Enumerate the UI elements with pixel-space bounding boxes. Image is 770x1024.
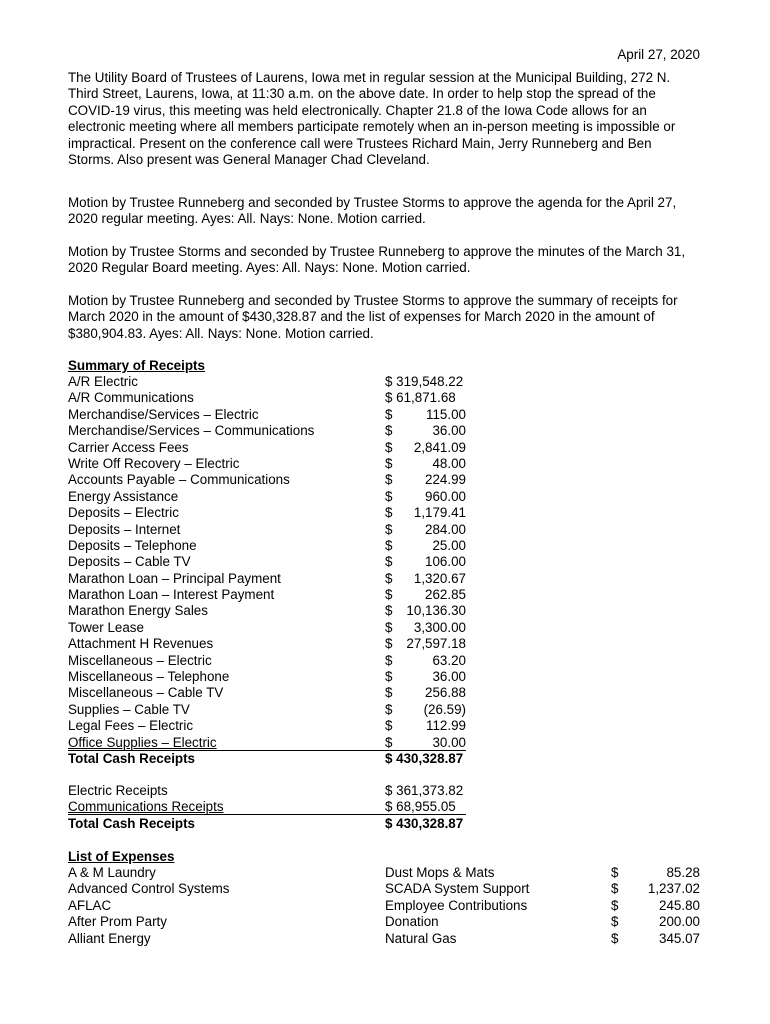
table-row — [68, 931, 700, 947]
receipt-amount: $ 61,871.68 — [385, 390, 456, 406]
dollar-sign: $ — [385, 472, 393, 488]
table-row — [68, 653, 700, 669]
receipt-amount: 224.99 — [425, 472, 466, 488]
receipts-total-row — [68, 751, 700, 767]
dollar-sign: $ — [385, 587, 393, 603]
receipt-label: Legal Fees – Electric — [68, 718, 194, 734]
expense-amount: 245.80 — [659, 897, 700, 913]
table-row — [68, 898, 700, 914]
table-row — [68, 685, 700, 701]
meeting-date: April 27, 2020 — [617, 47, 700, 62]
receipt-label: Merchandise/Services – Electric — [68, 406, 259, 422]
receipts-expenses-motion: Motion by Trustee Runneberg and seconded by Trustee Storms to approve the summary of receipts for March 2020 in the amount of $430,328.87 and the list of expenses for March 2020 in the amount of $380,904.83. Ayes: All. Nays: None. Motion carried. — [68, 293, 678, 341]
receipt-label: Marathon Loan – Principal Payment — [68, 570, 281, 586]
receipt-amount: 284.00 — [425, 521, 466, 537]
receipt-label: Attachment H Revenues — [68, 636, 214, 652]
receipt-amount: $ 319,548.22 — [385, 374, 464, 389]
receipt-label: Marathon Energy Sales — [68, 603, 208, 619]
receipt-label: Supplies – Cable TV — [68, 701, 190, 717]
table-row — [68, 735, 700, 751]
table-row — [68, 538, 700, 554]
receipt-amount: 1,320.67 — [413, 570, 466, 586]
dollar-sign: $ — [385, 439, 393, 455]
receipt-label: Tower Lease — [68, 619, 144, 635]
receipt-amount: 30.00 — [432, 734, 466, 750]
expense-amount: 1,237.02 — [647, 881, 700, 897]
dollar-sign: $ — [611, 914, 619, 930]
table-row — [68, 603, 700, 619]
expense-amount: 200.00 — [659, 914, 700, 930]
table-row — [68, 440, 700, 456]
dollar-sign: $ — [385, 603, 393, 619]
dollar-sign: $ — [385, 718, 393, 734]
receipt-label: Accounts Payable – Communications — [68, 472, 290, 488]
dollar-sign: $ — [385, 455, 393, 471]
table-row — [68, 489, 700, 505]
opening-paragraph: The Utility Board of Trustees of Laurens, Iowa met in regular session at the Municipal Building, 272 N. Third Street, Laurens, Iowa, at 11:30 a.m. on the above date. In order to help stop the spread of the COVID-19 virus, this meeting was held electronically. Chapter 21.8 of the Iowa Code allows for an electronic meeting where all members participate remotely when an in-person meeting is impossible or impractical. Present on the conference call were Trustees Richard Main, Jerry Runneberg and Ben Storms. Also present was General Manager Chad Cleveland. — [68, 70, 676, 168]
expense-vendor: A & M Laundry — [68, 865, 156, 880]
receipt-label: Miscellaneous – Electric — [68, 652, 212, 668]
table-row — [68, 571, 700, 587]
dollar-sign: $ — [385, 652, 393, 668]
table-row — [68, 554, 700, 570]
table-row — [68, 423, 700, 439]
table-row — [68, 669, 700, 685]
receipt-label: Deposits – Cable TV — [68, 554, 191, 570]
receipt-amount: 10,136.30 — [406, 603, 466, 619]
receipt-amount: 1,179.41 — [413, 505, 466, 521]
receipts-subtotals — [68, 783, 700, 832]
table-row — [68, 914, 700, 930]
table-row — [68, 390, 700, 406]
expense-description: Employee Contributions — [385, 897, 528, 913]
receipt-label: A/R Communications — [68, 390, 194, 406]
minutes-motion: Motion by Trustee Storms and seconded by Trustee Runneberg to approve the minutes of the March 31, 2020 Regular Board meeting. Ayes: All. Nays: None. Motion carried. — [68, 244, 686, 276]
dollar-sign: $ — [611, 865, 619, 880]
receipt-amount: 256.88 — [425, 685, 466, 701]
receipt-label: Miscellaneous – Cable TV — [68, 685, 224, 701]
dollar-sign: $ — [385, 488, 393, 504]
dollar-sign: $ — [385, 636, 393, 652]
expenses-heading: List of Expenses — [68, 849, 175, 864]
table-row — [68, 407, 700, 423]
receipt-label: Marathon Loan – Interest Payment — [68, 587, 275, 603]
table-row — [68, 881, 700, 897]
dollar-sign: $ — [385, 669, 393, 685]
receipt-amount: 106.00 — [425, 554, 466, 570]
receipt-amount: 48.00 — [432, 455, 466, 471]
receipt-amount: 25.00 — [432, 537, 466, 553]
table-row — [68, 522, 700, 538]
receipts-total-label: Total Cash Receipts — [68, 750, 195, 766]
receipt-amount: 36.00 — [432, 669, 466, 685]
table-row — [68, 702, 700, 718]
electric-receipts-row — [68, 783, 700, 799]
dollar-sign: $ — [385, 619, 393, 635]
table-row — [68, 865, 700, 881]
table-row — [68, 718, 700, 734]
receipt-label: Merchandise/Services – Communications — [68, 423, 315, 439]
receipt-amount: 115.00 — [426, 406, 466, 422]
receipt-label: A/R Electric — [68, 374, 138, 389]
dollar-sign: $ — [385, 521, 393, 537]
expense-amount: 85.28 — [666, 865, 700, 880]
receipts-total-amount: $ 430,328.87 — [385, 750, 464, 766]
table-row — [68, 620, 700, 636]
table-row — [68, 374, 700, 390]
receipt-amount: 63.20 — [432, 652, 466, 668]
receipt-label: Deposits – Electric — [68, 505, 179, 521]
receipt-label: Miscellaneous – Telephone — [68, 669, 230, 685]
table-row — [68, 636, 700, 652]
expense-vendor: Alliant Energy — [68, 930, 151, 946]
communications-receipts-label: Communications Receipts — [68, 799, 224, 815]
dollar-sign: $ — [385, 734, 393, 750]
table-row — [68, 456, 700, 472]
dollar-sign: $ — [385, 537, 393, 553]
expense-vendor: AFLAC — [68, 897, 112, 913]
subtotal-total-label: Total Cash Receipts — [68, 815, 195, 831]
expense-description: SCADA System Support — [385, 881, 530, 897]
electric-receipts-label: Electric Receipts — [68, 783, 168, 798]
expense-description: Natural Gas — [385, 930, 457, 946]
dollar-sign: $ — [385, 406, 393, 422]
expense-vendor: Advanced Control Systems — [68, 881, 230, 897]
dollar-sign: $ — [611, 897, 619, 913]
dollar-sign: $ — [611, 881, 619, 897]
table-row — [68, 587, 700, 603]
receipt-amount: 960.00 — [425, 488, 466, 504]
receipt-amount: 36.00 — [432, 423, 466, 439]
receipt-label: Deposits – Telephone — [68, 537, 197, 553]
dollar-sign: $ — [385, 685, 393, 701]
subtotal-total-row — [68, 816, 700, 832]
expense-vendor: After Prom Party — [68, 914, 167, 930]
table-row — [68, 505, 700, 521]
receipt-label: Office Supplies – Electric — [68, 734, 217, 750]
receipt-label: Deposits – Internet — [68, 521, 181, 537]
receipt-amount: 2,841.09 — [413, 439, 466, 455]
subtotal-total-amount: $ 430,328.87 — [385, 815, 464, 831]
receipt-amount: 262.85 — [425, 587, 466, 603]
dollar-sign: $ — [385, 423, 393, 439]
expense-description: Donation — [385, 914, 439, 930]
communications-receipts-row — [68, 799, 700, 815]
receipts-heading: Summary of Receipts — [68, 358, 205, 373]
expenses-table — [68, 865, 700, 947]
receipt-amount: 3,300.00 — [413, 619, 466, 635]
dollar-sign: $ — [385, 505, 393, 521]
receipts-table — [68, 374, 700, 767]
electric-receipts-amount: $ 361,373.82 — [385, 783, 464, 798]
agenda-motion: Motion by Trustee Runneberg and seconded by Trustee Storms to approve the agenda for the April 27, 2020 regular meeting. Ayes: All. Nays: None. Motion carried. — [68, 195, 677, 227]
receipt-label: Energy Assistance — [68, 488, 179, 504]
receipt-amount: 112.99 — [426, 718, 466, 734]
dollar-sign: $ — [611, 930, 619, 946]
table-row — [68, 472, 700, 488]
receipt-amount: (26.59) — [423, 701, 466, 717]
expense-description: Dust Mops & Mats — [385, 865, 495, 880]
dollar-sign: $ — [385, 701, 393, 717]
receipt-label: Write Off Recovery – Electric — [68, 455, 240, 471]
receipt-label: Carrier Access Fees — [68, 439, 189, 455]
communications-receipts-amount: $ 68,955.05 — [385, 799, 456, 815]
receipt-amount: 27,597.18 — [406, 636, 466, 652]
expense-amount: 345.07 — [659, 930, 700, 946]
dollar-sign: $ — [385, 554, 393, 570]
dollar-sign: $ — [385, 570, 393, 586]
